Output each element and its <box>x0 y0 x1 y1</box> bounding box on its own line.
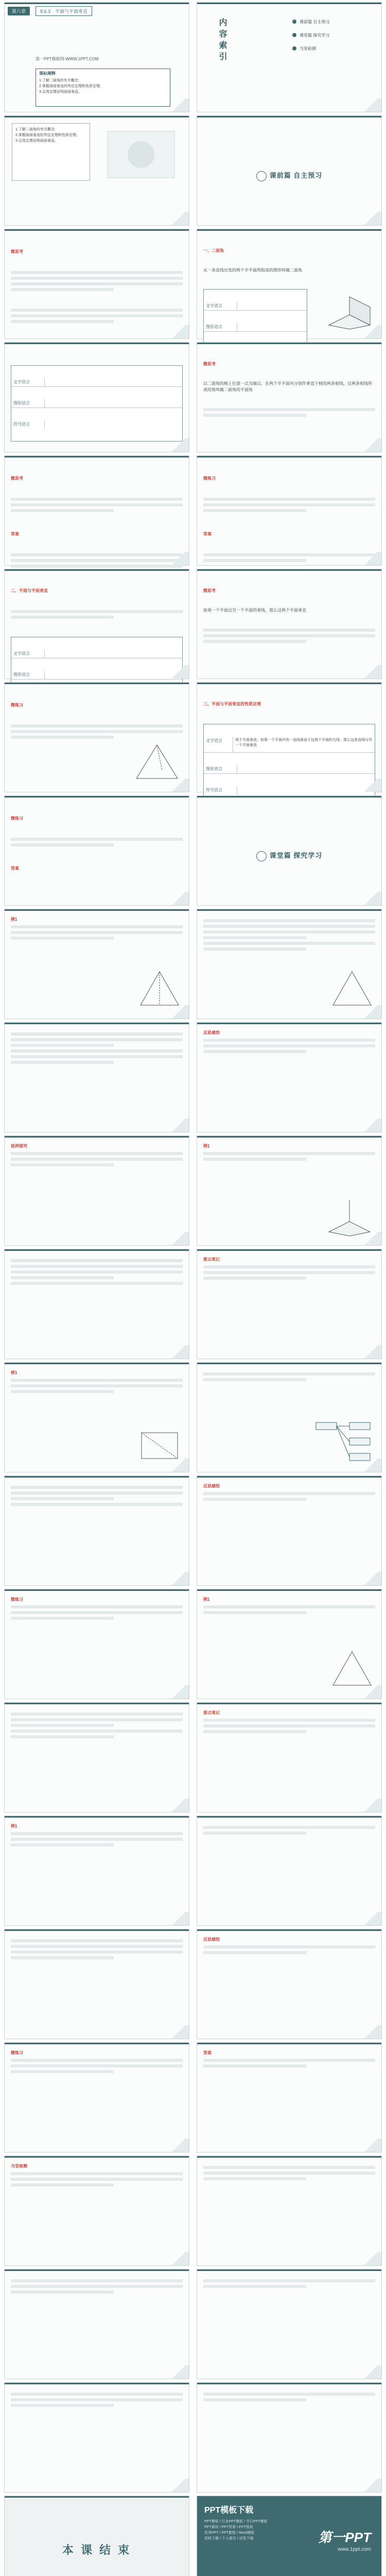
row-20 <box>0 2156 386 2269</box>
plane-angle-text: 以二面角的棱上任意一点为端点，在两个半平面内分别作垂直于棱的两条射线，这两条射线所成的角叫做二面角的平面角 <box>203 381 372 392</box>
row-16 <box>0 1702 386 1816</box>
corner-decoration <box>168 2365 189 2379</box>
corner-decoration <box>361 1118 381 1132</box>
intro-slide <box>4 229 189 339</box>
corner-decoration <box>168 1345 189 1359</box>
corner-decoration <box>168 778 189 792</box>
row-14 <box>0 1476 386 1589</box>
judge-theorem-slide: 微思考 如果一个平面过另一个平面的垂线，那么这两个平面垂直 <box>197 569 382 679</box>
accent-bar <box>197 1136 381 1138</box>
geometry-figure <box>329 1649 375 1690</box>
diagram-slide <box>197 1362 382 1472</box>
corner-decoration <box>168 1912 189 1925</box>
corner-decoration <box>361 2139 381 2152</box>
accent-bar <box>197 1023 381 1024</box>
accent-bar <box>197 2383 381 2384</box>
accent-bar <box>197 1703 381 1704</box>
section-banner-slide-2 <box>197 795 382 906</box>
practice-slide-4: 微练习 <box>4 1589 189 1699</box>
row-2 <box>0 115 386 229</box>
toc-item-class[interactable]: 课堂篇 探究学习 <box>292 31 370 39</box>
solution-slide-4 <box>4 1702 189 1812</box>
toc-slide <box>197 2 382 112</box>
title-slide <box>4 2 189 112</box>
corner-decoration <box>361 2252 381 2265</box>
accent-bar <box>5 2496 189 2498</box>
summary-slide-2: 要点笔记 <box>197 1702 382 1812</box>
brand-url[interactable]: www.1ppt.com <box>337 2547 371 2552</box>
plane-angle-table: 文字语言 图形语言 符号语言 <box>11 365 183 442</box>
test-slide-4 <box>197 2269 382 2379</box>
row-4 <box>0 342 386 455</box>
solution-slide-3 <box>4 1476 189 1586</box>
practice-slide-5: 微练习 <box>4 2042 189 2153</box>
brand-logo[interactable]: 第一PPT <box>318 2530 371 2545</box>
solution-slide-5 <box>4 1929 189 2039</box>
corner-decoration <box>361 212 381 225</box>
row-13 <box>0 1362 386 1476</box>
test-slide-6 <box>197 2382 382 2493</box>
corner-decoration <box>168 665 189 679</box>
test-slide-5 <box>4 2382 189 2493</box>
corner-decoration <box>168 98 189 112</box>
illustration-icon <box>102 126 180 183</box>
row-17 <box>0 1816 386 1929</box>
corner-decoration <box>168 1005 189 1019</box>
accent-bar <box>197 2156 381 2158</box>
corner-decoration <box>168 2252 189 2265</box>
corner-decoration <box>168 1799 189 1812</box>
section-banner: 课堂篇 探究学习 <box>197 851 381 861</box>
bullet-icon <box>292 20 296 24</box>
solution-slide-2 <box>4 1249 189 1359</box>
site-url: 第一PPT模板网-WWW.1PPT.COM <box>36 57 99 61</box>
example-slide-2: 例1 <box>197 1136 382 1246</box>
practice-slide: 微练习 答案 <box>197 455 382 566</box>
bullet-icon <box>292 46 296 50</box>
bullet-icon <box>292 33 296 37</box>
lesson-title: 8.6.3 平面与平面垂直 <box>36 6 92 16</box>
practice-slide-2: 微练习 <box>4 682 189 792</box>
accent-bar <box>5 343 189 344</box>
accent-bar <box>5 2043 189 2044</box>
corner-decoration <box>361 325 381 338</box>
example-slide: 例1 <box>4 909 189 1019</box>
geometry-figure <box>324 1196 375 1237</box>
accent-bar <box>197 1929 381 1931</box>
section-banner-slide <box>197 115 382 226</box>
accent-bar <box>5 1816 189 1818</box>
table-slide <box>4 342 189 452</box>
corner-decoration <box>168 1232 189 1245</box>
accent-bar <box>5 1363 189 1364</box>
row-3 <box>0 229 386 342</box>
row-19 <box>0 2042 386 2156</box>
test-slide-3 <box>4 2269 189 2379</box>
reflect-slide-3: 反思感悟 <box>197 1929 382 2039</box>
section-heading: 三、平面与平面垂直的性质定理 <box>203 702 261 706</box>
toc-item-test[interactable]: 当堂检测 <box>292 45 370 52</box>
section-icon <box>256 171 267 181</box>
accent-bar <box>5 909 189 911</box>
intro-text: 微思考 <box>11 236 183 338</box>
dihedral-definition-slide <box>197 229 382 339</box>
corner-decoration <box>361 778 381 792</box>
accent-bar <box>5 1589 189 1591</box>
accent-bar <box>5 1929 189 1931</box>
corner-decoration <box>361 1799 381 1812</box>
row-7 <box>0 682 386 795</box>
accent-bar <box>197 116 381 117</box>
accent-bar <box>5 1703 189 1704</box>
ad-slide <box>197 2496 382 2576</box>
judge-table: 文字语言 图形语言 <box>11 637 183 713</box>
row-1 <box>0 2 386 115</box>
row-21 <box>0 2269 386 2382</box>
test-slide: 当堂检测 <box>4 2156 189 2266</box>
practice-slide-3: 微练习 答案 <box>4 795 189 906</box>
extend-slide: 延伸探究 <box>4 1136 189 1246</box>
row-12 <box>0 1249 386 1362</box>
accent-bar <box>5 569 189 571</box>
section-icon <box>256 851 267 861</box>
geometry-figure <box>136 969 183 1010</box>
definition-table: 文字语言 图形语言 <box>203 289 307 365</box>
objectives-text: 1.了解二面角的有关概念; 2.掌握面面垂直的判定定理和性质定理; 3.会用定理证明面面垂直。 <box>15 128 77 143</box>
accent-bar <box>197 3 381 4</box>
accent-bar <box>197 796 381 798</box>
corner-decoration <box>361 2025 381 2039</box>
row-10 <box>0 1022 386 1136</box>
corner-decoration <box>168 1685 189 1699</box>
row-22 <box>0 2382 386 2496</box>
row-18 <box>0 1929 386 2042</box>
corner-decoration <box>361 1232 381 1245</box>
accent-bar <box>197 909 381 911</box>
section-heading: 二、平面与平面垂直 <box>11 588 48 593</box>
accent-bar <box>5 2383 189 2384</box>
corner-decoration <box>168 2025 189 2039</box>
corner-decoration <box>361 1912 381 1925</box>
accent-bar <box>197 343 381 344</box>
corner-decoration <box>168 1459 189 1472</box>
property-theorem-slide <box>197 682 382 792</box>
objectives-heading: 课标阐释 <box>39 71 56 76</box>
corner-decoration <box>168 212 189 225</box>
end-text: 本 课 结 束 <box>62 2544 132 2556</box>
example-slide-5: 例1 <box>4 1816 189 1926</box>
solution-slide <box>4 1022 189 1132</box>
accent-bar <box>5 683 189 684</box>
accent-bar <box>197 1816 381 1818</box>
corner-decoration <box>168 325 189 338</box>
corner-decoration <box>168 2479 189 2492</box>
accent-bar <box>197 1476 381 1478</box>
accent-bar <box>197 2269 381 2271</box>
corner-decoration <box>361 1459 381 1472</box>
think-slide: 微思考 答案 <box>4 455 189 566</box>
accent-bar <box>5 456 189 457</box>
corner-decoration <box>168 438 189 452</box>
accent-bar <box>5 1136 189 1138</box>
accent-bar <box>5 229 189 231</box>
definition-text: 从一条直线出发的两个半平面所组成的图形叫做二面角 <box>203 268 302 273</box>
reflect-slide-2: 反思感悟 <box>197 1476 382 1586</box>
row-6 <box>0 569 386 682</box>
example-slide-4: 例1 <box>197 1589 382 1699</box>
corner-decoration <box>168 2139 189 2152</box>
toc-item-pre[interactable]: 课前篇 自主预习 <box>292 18 370 25</box>
geometry-figure <box>329 969 375 1010</box>
corner-decoration <box>361 552 381 565</box>
corner-decoration <box>168 892 189 905</box>
corner-decoration <box>361 892 381 905</box>
row-5 <box>0 455 386 569</box>
ad-lines: PPT模板 / 行业PPT模板 / 节日PPT模板 PPT素材 / PPT背景 / PPT图表 优秀PPT / PPT教程 / Word模板 资料下载 / 个人简历 / 试卷下载 <box>204 2520 268 2540</box>
property-text: 两个平面垂直，如果一个平面内有一直线垂直于这两个平面的交线，那么这条直线与另一个平面垂直 <box>235 738 373 747</box>
row-11 <box>0 1136 386 1249</box>
summary-slide: 要点笔记 <box>197 1249 382 1359</box>
practice-answer-slide: 答案 <box>197 2042 382 2153</box>
reflect-slide: 反思感悟 <box>197 1022 382 1132</box>
property-table: 文字语言 两个平面垂直，如果一个平面内有一直线垂直于这两个平面的交线，那么这条直线与另一个平面垂直 图形语言 符号语言 <box>203 724 375 807</box>
pyramid-figure <box>131 742 183 784</box>
corner-decoration <box>168 1572 189 1585</box>
accent-bar <box>197 1589 381 1591</box>
accent-bar <box>5 1023 189 1024</box>
accent-bar <box>197 2043 381 2044</box>
corner-decoration <box>361 1685 381 1699</box>
corner-decoration <box>361 98 381 112</box>
accent-bar <box>5 2156 189 2158</box>
accent-bar <box>5 116 189 117</box>
accent-bar <box>197 1363 381 1364</box>
section-heading: 一、二面角 <box>203 248 224 253</box>
corner-decoration <box>361 2365 381 2379</box>
corner-decoration <box>361 1572 381 1585</box>
row-23 <box>0 2496 386 2576</box>
accent-bar <box>5 2269 189 2271</box>
corner-decoration <box>361 438 381 452</box>
accent-bar <box>197 1249 381 1251</box>
judge-theorem-text: 如果一个平面过另一个平面的垂线，那么这两个平面垂直 <box>203 608 306 613</box>
row-9 <box>0 909 386 1022</box>
plane-angle-slide: 微思考 以二面角的棱上任意一点为端点，在两个半平面内分别作垂直于棱的两条射线，这两条射线所成的角叫做二面角的平面角 <box>197 342 382 452</box>
objectives-text: 1.了解二面角的有关概念; 2.掌握面面垂直的判定定理和性质定理; 3.会用定理证明面面垂直。 <box>39 79 101 94</box>
corner-decoration <box>361 2479 381 2492</box>
corner-decoration <box>361 1005 381 1019</box>
example-solution-slide <box>197 909 382 1019</box>
ad-title: PPT模板下载 <box>204 2506 254 2515</box>
objectives-slide <box>4 115 189 226</box>
corner-decoration <box>361 665 381 679</box>
flow-diagram <box>313 1417 375 1464</box>
accent-bar <box>197 229 381 231</box>
accent-bar <box>5 796 189 798</box>
corner-decoration <box>168 1118 189 1132</box>
chapter-badge: 第八章 <box>8 7 30 15</box>
end-slide <box>4 2496 189 2576</box>
accent-bar <box>5 3 189 4</box>
geometry-figure <box>136 1422 183 1464</box>
diagram-slide-2 <box>197 1816 382 1926</box>
accent-bar <box>197 683 381 684</box>
section-banner: 课前篇 自主预习 <box>197 171 381 181</box>
toc-title: 内容索引 <box>218 18 226 63</box>
example-slide-3: 例1 <box>4 1362 189 1472</box>
accent-bar <box>5 1476 189 1478</box>
row-15 <box>0 1589 386 1702</box>
perpendicular-def-slide <box>4 569 189 679</box>
row-8 <box>0 795 386 909</box>
corner-decoration <box>361 1345 381 1359</box>
test-slide-2 <box>197 2156 382 2266</box>
accent-bar <box>197 456 381 457</box>
accent-bar <box>5 1249 189 1251</box>
corner-decoration <box>168 552 189 565</box>
accent-bar <box>197 569 381 571</box>
